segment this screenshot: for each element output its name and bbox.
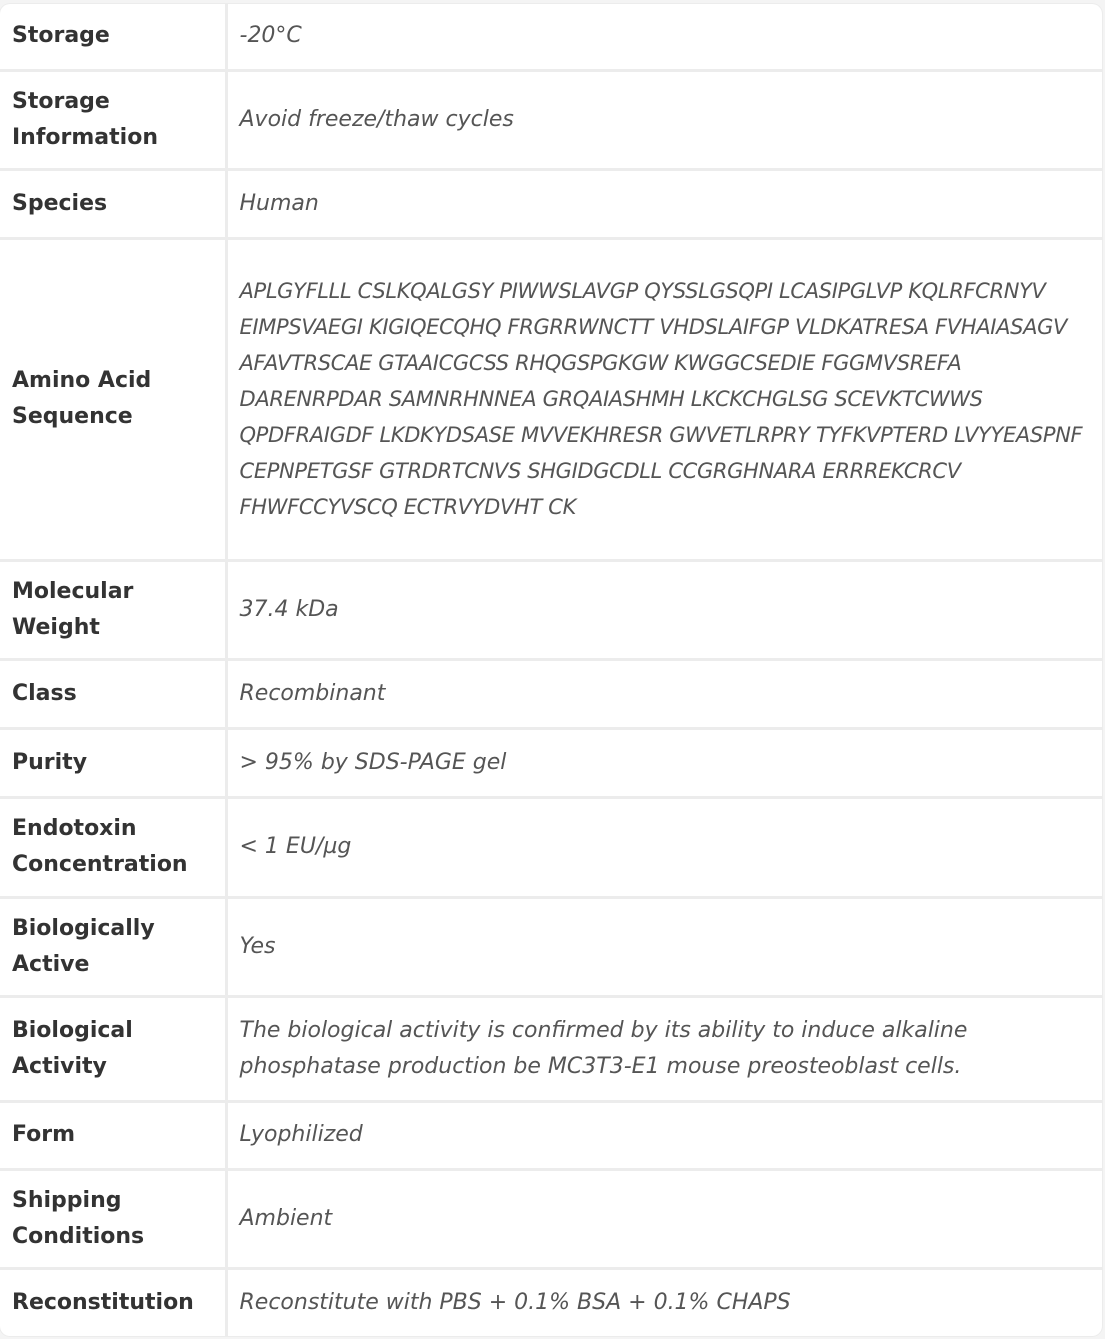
spec-row bbox=[0, 1169, 1102, 1268]
spec-row bbox=[0, 659, 1102, 728]
spec-label: Endotoxin Concentration bbox=[0, 797, 226, 897]
spec-label: Molecular Weight bbox=[0, 560, 226, 659]
spec-value: Avoid freeze/thaw cycles bbox=[226, 70, 1102, 169]
spec-label: Storage bbox=[0, 4, 226, 70]
spec-value: Reconstitute with PBS + 0.1% BSA + 0.1% CHAPS bbox=[239, 1289, 791, 1315]
amino-acid-sequence-value: APLGYFLLL CSLKQALGSY PIWWSLAVGP QYSSLGSQPI LCASIPGLVP KQLRFCRNYV EIMPSVAEGI KIGIQECQHQ FRGRRWNCTT VHDSLAIFGP VLDKATRESA FVHAIASAGV AFAVTRSCAE GTAAICGCSS RHQGSPGKGW KWGGCSEDIE FGGMVSREFA DARENRPDAR SAMNRHNNEA GRQAIASHMH LKCKCHGLSG SCEVKTCWWS QPDFRAIGDF LKDKYDSASE MVVEKHRESR GWVETLRPRY TYFKVPTERD LVYYEASPNF CEPNPETGSF GTRDRTCNVS SHGIDGCDLL CCGRGHNARA ERRREKCRCV FHWFCCYVSCQ ECTRVYDVHT CK bbox=[226, 238, 1102, 560]
spec-row bbox=[0, 897, 1102, 996]
product-spec-card bbox=[0, 4, 1102, 1336]
spec-value: -20°C bbox=[226, 4, 1102, 70]
spec-row bbox=[0, 728, 1102, 797]
spec-row bbox=[0, 1101, 1102, 1169]
spec-row bbox=[0, 238, 1102, 560]
spec-value: Recombinant bbox=[226, 659, 1102, 728]
spec-row bbox=[0, 1268, 1102, 1336]
spec-value: < 1 EU/µg bbox=[226, 797, 1102, 897]
spec-label: Shipping Conditions bbox=[0, 1169, 226, 1268]
spec-row bbox=[0, 169, 1102, 238]
spec-label: Amino Acid Sequence bbox=[0, 238, 226, 560]
spec-label: Class bbox=[0, 659, 226, 728]
spec-value: Human bbox=[226, 169, 1102, 238]
spec-row bbox=[0, 560, 1102, 659]
spec-row bbox=[0, 4, 1102, 70]
spec-label: Purity bbox=[0, 728, 226, 797]
spec-row bbox=[0, 797, 1102, 897]
spec-label: Species bbox=[0, 169, 226, 238]
spec-value: Lyophilized bbox=[226, 1101, 1102, 1169]
spec-row bbox=[0, 70, 1102, 169]
spec-value: Ambient bbox=[226, 1169, 1102, 1268]
spec-label: Biological Activity bbox=[0, 996, 226, 1101]
spec-label: Form bbox=[0, 1101, 226, 1169]
spec-value: > 95% by SDS-PAGE gel bbox=[226, 728, 1102, 797]
spec-value: 37.4 kDa bbox=[226, 560, 1102, 659]
spec-value: Yes bbox=[226, 897, 1102, 996]
spec-value: The biological activity is confirmed by its ability to induce alkaline phosphatase production be MC3T3-E1 mouse preosteoblast cells. bbox=[226, 996, 1102, 1101]
spec-row bbox=[0, 996, 1102, 1101]
spec-label: Storage Information bbox=[0, 70, 226, 169]
spec-label: Biologically Active bbox=[0, 897, 226, 996]
spec-label: Reconstitution bbox=[0, 1268, 226, 1336]
spec-table bbox=[0, 4, 1102, 1336]
